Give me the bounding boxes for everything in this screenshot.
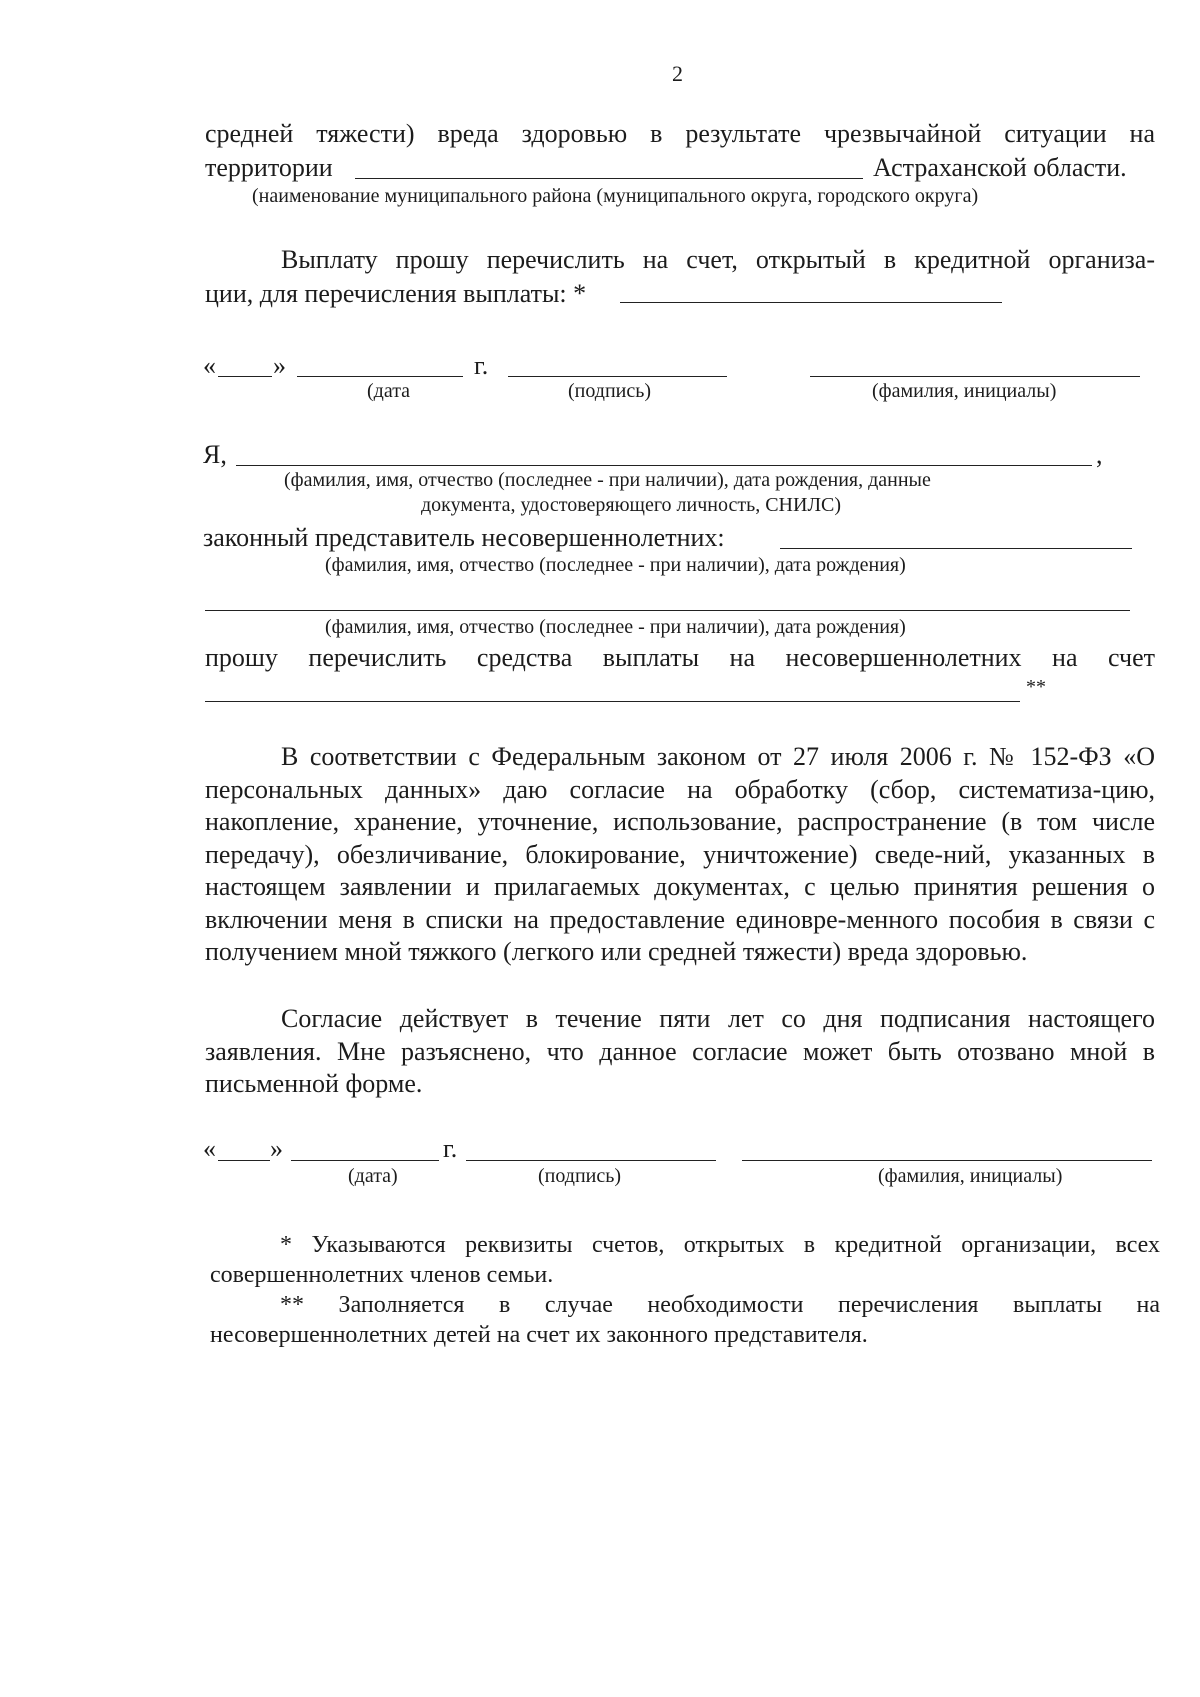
applicant-caption-1: (фамилия, имя, отчество (последнее - при наличии), дата рождения, данные — [284, 469, 931, 491]
consent-paragraph-2 — [205, 1003, 1155, 1101]
minor-blank-line-1[interactable] — [780, 548, 1132, 549]
date-caption-2: (дата) — [348, 1165, 398, 1187]
consent-paragraph-1 — [205, 741, 1155, 969]
payment-request-line-2: ции, для перечисления выплаты: * — [205, 279, 587, 308]
territory-prefix: территории — [205, 153, 333, 182]
applicant-caption-2: документа, удостоверяющего личность, СНИЛС) — [421, 494, 842, 516]
name-blank-line-2[interactable] — [742, 1160, 1152, 1161]
page-number: 2 — [672, 61, 683, 86]
minors-account-blank-line[interactable] — [205, 701, 1020, 702]
footnote-1 — [210, 1230, 1160, 1290]
name-blank-line[interactable] — [810, 376, 1140, 377]
year-suffix-2: г. — [443, 1134, 458, 1163]
territory-blank-line[interactable] — [355, 178, 863, 179]
footnote-2-text: ** Заполняется в случае необходимости перечисления выплаты на несовершеннолетних детей на счет их законного представителя. — [210, 1292, 1160, 1348]
month-blank-line[interactable] — [297, 376, 463, 377]
date-close-quote: » — [273, 351, 286, 380]
territory-suffix: Астраханской области. — [873, 153, 1127, 182]
date-caption: (дата — [367, 380, 411, 402]
day-blank-line[interactable] — [218, 376, 272, 377]
signature-caption-2: (подпись) — [538, 1165, 622, 1187]
date-close-quote-2: » — [270, 1134, 283, 1163]
territory-caption: (наименование муниципального района (муниципального округа, городского округа) — [252, 185, 979, 207]
year-suffix: г. — [474, 351, 489, 380]
name-caption-2: (фамилия, инициалы) — [878, 1165, 1063, 1187]
footnote-1-text: * Указываются реквизиты счетов, открытых в кредитной организации, всех совершеннолетних членов семьи. — [210, 1232, 1160, 1288]
month-blank-line-2[interactable] — [291, 1160, 439, 1161]
signature-blank-line-2[interactable] — [466, 1160, 716, 1161]
minors-account-request: прошу перечислить средства выплаты на несовершеннолетних на счет — [205, 643, 1155, 672]
applicant-blank-line[interactable] — [236, 465, 1092, 466]
minor-caption-1: (фамилия, имя, отчество (последнее - при наличии), дата рождения) — [325, 554, 906, 576]
name-caption: (фамилия, инициалы) — [872, 380, 1057, 402]
consent-paragraph-2-text: Согласие действует в течение пяти лет со дня подписания настоящего заявления. Мне разъяснено, что данное согласие может быть отозвано мной в письменной форме. — [205, 1004, 1155, 1098]
i-suffix: , — [1096, 440, 1103, 469]
i-prefix: Я, — [203, 440, 227, 469]
account-blank-line[interactable] — [620, 302, 1002, 303]
date-open-quote: « — [203, 351, 216, 380]
legal-representative-label: законный представитель несовершеннолетних: — [203, 523, 725, 552]
signature-caption: (подпись) — [568, 380, 652, 402]
consent-paragraph-1-text: В соответствии с Федеральным законом от 27 июля 2006 г. № 152-ФЗ «О персональных данных» даю согласие на обработку (сбор, систематиза-цию, накопление, хранение, уточнение, использование, распространение (в том числе передачу), обезличивание, блокирование, уничтожение) сведе-ний, указанных в настоящем заявлении и прилагаемых документах, с целью принятия решения о включении меня в списки на предоставление единовре-менного пособия в связи с получением мной тяжкого (легкого или средней тяжести) вреда здоровью. — [205, 742, 1155, 966]
signature-blank-line[interactable] — [508, 376, 727, 377]
day-blank-line-2[interactable] — [218, 1160, 270, 1161]
damage-text-line: средней тяжести) вреда здоровью в результате чрезвычайной ситуации на — [205, 119, 1155, 148]
double-star-mark: ** — [1026, 676, 1046, 698]
minor-caption-2: (фамилия, имя, отчество (последнее - при наличии), дата рождения) — [325, 616, 906, 638]
payment-request-line: Выплату прошу перечислить на счет, открытый в кредитной организа- — [281, 245, 1155, 274]
footnote-2 — [210, 1290, 1160, 1350]
minor-blank-line-2[interactable] — [205, 610, 1130, 611]
date-open-quote-2: « — [203, 1134, 216, 1163]
